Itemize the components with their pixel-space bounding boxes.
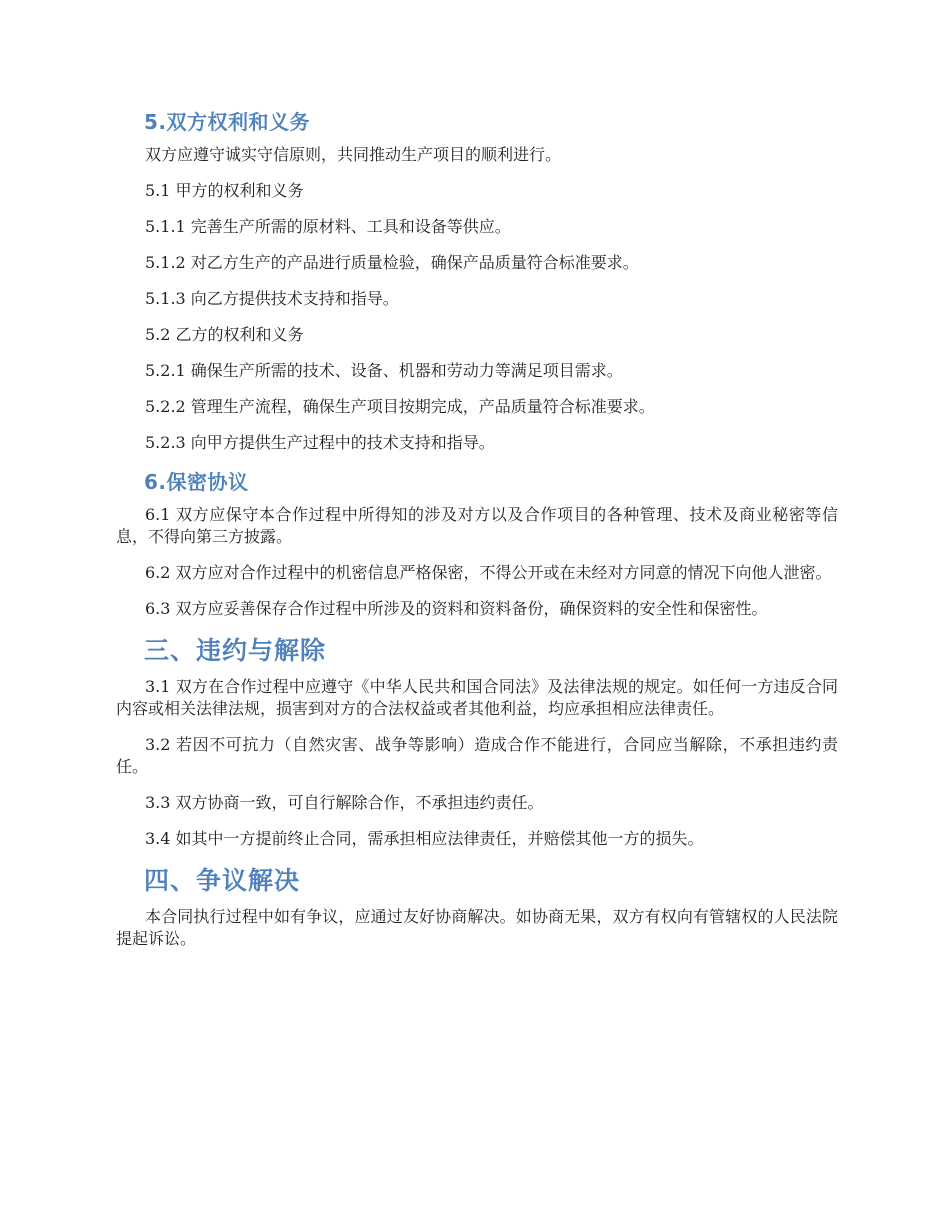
section-5-intro: 双方应遵守诚实守信原则，共同推动生产项目的顺利进行。 xyxy=(145,145,562,164)
chapter-4-heading: 四、争议解决 xyxy=(144,866,301,895)
chapter-3-heading: 三、违约与解除 xyxy=(144,636,327,665)
section-5-heading: 5.双方权利和义务 xyxy=(144,110,311,134)
clause-3-3: 3.3 双方协商一致，可自行解除合作，不承担违约责任。 xyxy=(145,793,544,812)
document-body xyxy=(116,108,838,964)
clause-5-2-3: 5.2.3 向甲方提供生产过程中的技术支持和指导。 xyxy=(145,433,495,452)
clause-5-2-1: 5.2.1 确保生产所需的技术、设备、机器和劳动力等满足项目需求。 xyxy=(145,361,623,380)
clause-6-1: 6.1 双方应保守本合作过程中所得知的涉及对方以及合作项目的各种管理、技术及商业秘密等信息，不得向第三方披露。 xyxy=(116,505,838,546)
clause-6-2: 6.2 双方应对合作过程中的机密信息严格保密，不得公开或在未经对方同意的情况下向他人泄密。 xyxy=(145,563,832,582)
clause-5-2-2: 5.2.2 管理生产流程，确保生产项目按期完成，产品质量符合标准要求。 xyxy=(145,397,655,416)
clause-3-1: 3.1 双方在合作过程中应遵守《中华人民共和国合同法》及法律法规的规定。如任何一方违反合同内容或相关法律法规，损害到对方的合法权益或者其他利益，均应承担相应法律责任。 xyxy=(116,677,838,718)
clause-5-2: 5.2 乙方的权利和义务 xyxy=(145,325,304,344)
clause-3-2: 3.2 若因不可抗力（自然灾害、战争等影响）造成合作不能进行，合同应当解除，不承担违约责任。 xyxy=(116,735,838,776)
clause-6-3: 6.3 双方应妥善保存合作过程中所涉及的资料和资料备份，确保资料的安全性和保密性。 xyxy=(145,599,768,618)
clause-5-1-1: 5.1.1 完善生产所需的原材料、工具和设备等供应。 xyxy=(145,217,511,236)
clause-5-1-3: 5.1.3 向乙方提供技术支持和指导。 xyxy=(145,289,399,308)
clause-5-1: 5.1 甲方的权利和义务 xyxy=(145,181,304,200)
clause-5-1-2: 5.1.2 对乙方生产的产品进行质量检验，确保产品质量符合标准要求。 xyxy=(145,253,639,272)
section-6-heading: 6.保密协议 xyxy=(144,470,249,494)
clause-3-4: 3.4 如其中一方提前终止合同，需承担相应法律责任，并赔偿其他一方的损失。 xyxy=(145,829,704,848)
chapter-4-paragraph: 本合同执行过程中如有争议，应通过友好协商解决。如协商无果，双方有权向有管辖权的人民法院提起诉讼。 xyxy=(116,907,838,948)
